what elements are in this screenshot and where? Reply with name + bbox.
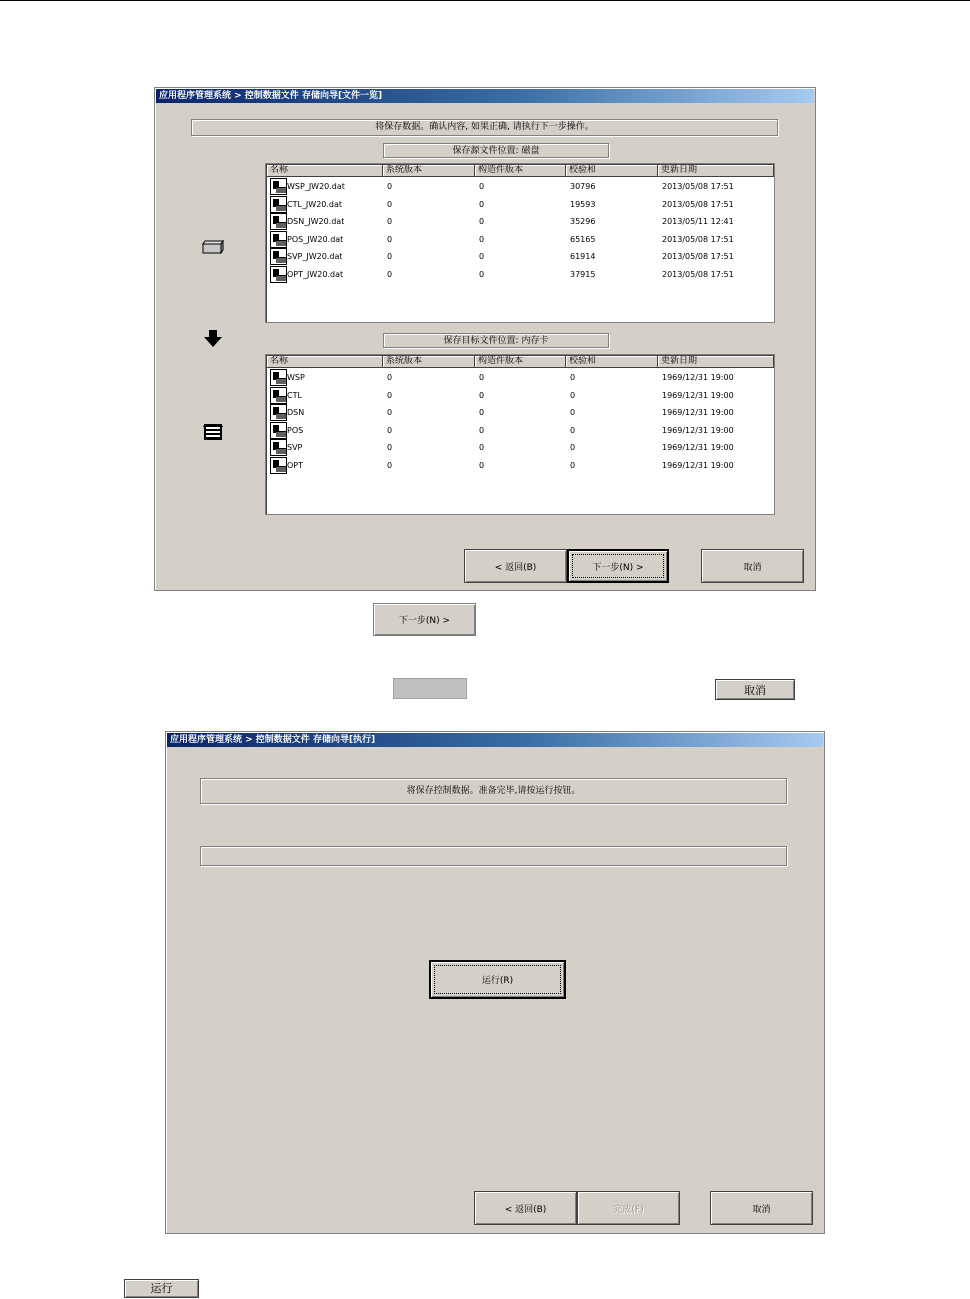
table-row[interactable] — [267, 422, 773, 439]
file-name-cell: DSN_JW20.dat — [287, 217, 345, 226]
source-list-header — [267, 165, 773, 177]
inline-run-button[interactable]: 运行 — [124, 1279, 199, 1298]
source-location-label: 保存源文件位置: 磁盘 — [383, 143, 609, 158]
cancel-button[interactable]: 取消 — [701, 549, 804, 583]
update-date-cell: 1969/12/31 19:00 — [662, 408, 734, 417]
table-row[interactable] — [267, 369, 773, 386]
ready-message: 将保存控制数据。准备完毕,请按运行按钮。 — [200, 778, 787, 804]
column-checksum[interactable]: 校验和 — [566, 165, 658, 177]
checksum-cell: 65165 — [570, 234, 596, 244]
file-name-cell: DSN — [287, 408, 305, 417]
column-name[interactable]: 名称 — [267, 356, 383, 368]
column-system-version[interactable]: 系统版本 — [383, 356, 475, 368]
file-icon — [270, 457, 287, 474]
update-date-cell: 1969/12/31 19:00 — [662, 390, 734, 400]
file-icon — [270, 404, 287, 421]
system-version-cell: 0 — [387, 252, 393, 261]
back-button[interactable]: < 返回(B) — [474, 1191, 577, 1225]
checksum-cell: 0 — [570, 408, 576, 417]
build-version-cell: 0 — [479, 234, 485, 244]
file-icon — [270, 369, 287, 386]
checksum-cell: 19593 — [570, 199, 596, 209]
file-name-cell: WSP_JW20.dat — [287, 182, 345, 191]
system-version-cell: 0 — [387, 460, 393, 470]
next-button[interactable]: 下一步(N) > — [567, 549, 669, 583]
build-version-cell: 0 — [479, 199, 485, 209]
inline-blank-button — [393, 678, 467, 699]
file-icon — [270, 178, 287, 195]
file-icon — [270, 213, 287, 230]
file-icon — [270, 196, 287, 213]
file-icon — [270, 422, 287, 439]
update-date-cell: 1969/12/31 19:00 — [662, 443, 734, 452]
build-version-cell: 0 — [479, 217, 485, 226]
table-row[interactable] — [267, 196, 773, 213]
update-date-cell: 2013/05/11 12:41 — [662, 217, 734, 226]
update-date-cell: 2013/05/08 17:51 — [662, 269, 734, 279]
column-system-version[interactable]: 系统版本 — [383, 165, 475, 177]
system-version-cell: 0 — [387, 373, 393, 382]
file-name-cell: OPT_JW20.dat — [287, 269, 344, 279]
build-version-cell: 0 — [479, 252, 485, 261]
build-version-cell: 0 — [479, 443, 485, 452]
checksum-cell: 0 — [570, 460, 576, 470]
wizard-file-list-dialog — [154, 87, 816, 591]
system-version-cell: 0 — [387, 390, 393, 400]
build-version-cell: 0 — [479, 425, 485, 435]
system-version-cell: 0 — [387, 443, 393, 452]
memory-card-icon — [203, 423, 223, 441]
build-version-cell: 0 — [479, 408, 485, 417]
build-version-cell: 0 — [479, 390, 485, 400]
inline-cancel-button[interactable]: 取消 — [715, 679, 795, 700]
table-row[interactable] — [267, 404, 773, 421]
target-file-list[interactable] — [265, 354, 775, 515]
column-build-version[interactable]: 构造件版本 — [475, 165, 566, 177]
file-name-cell: CTL_JW20.dat — [287, 199, 343, 209]
file-name-cell: POS_JW20.dat — [287, 234, 344, 244]
file-name-cell: OPT — [287, 460, 304, 470]
table-row[interactable] — [267, 387, 773, 404]
column-checksum[interactable]: 校验和 — [566, 356, 658, 368]
system-version-cell: 0 — [387, 182, 393, 191]
file-icon — [270, 231, 287, 248]
progress-bar — [200, 846, 787, 866]
dialog-title-bar: 应用程序管理系统 > 控制数据文件 存储向导[执行] — [167, 733, 823, 747]
build-version-cell: 0 — [479, 460, 485, 470]
table-row[interactable] — [267, 457, 773, 474]
update-date-cell: 2013/05/08 17:51 — [662, 199, 734, 209]
dialog-title-bar: 应用程序管理系统 > 控制数据文件 存储向导[文件一览] — [156, 89, 814, 103]
file-icon — [270, 248, 287, 265]
confirm-message: 将保存数据。确认内容, 如果正确, 请执行下一步操作。 — [191, 119, 778, 136]
checksum-cell: 35296 — [570, 217, 596, 226]
back-button[interactable]: < 返回(B) — [464, 549, 567, 583]
inline-next-button[interactable]: 下一步(N) > — [373, 603, 476, 636]
table-row[interactable] — [267, 439, 773, 456]
column-update-date[interactable]: 更新日期 — [658, 356, 774, 368]
column-name[interactable]: 名称 — [267, 165, 383, 177]
update-date-cell: 2013/05/08 17:51 — [662, 252, 734, 261]
target-location-label: 保存目标文件位置: 内存卡 — [383, 333, 609, 348]
column-update-date[interactable]: 更新日期 — [658, 165, 774, 177]
arrow-down-icon — [204, 330, 222, 347]
file-icon — [270, 387, 287, 404]
update-date-cell: 2013/05/08 17:51 — [662, 234, 734, 244]
run-button[interactable]: 运行(R) — [429, 960, 566, 999]
build-version-cell: 0 — [479, 373, 485, 382]
system-version-cell: 0 — [387, 269, 393, 279]
system-version-cell: 0 — [387, 199, 393, 209]
checksum-cell: 30796 — [570, 182, 596, 191]
update-date-cell: 1969/12/31 19:00 — [662, 425, 734, 435]
target-list-header — [267, 356, 773, 368]
checksum-cell: 0 — [570, 390, 576, 400]
checksum-cell: 0 — [570, 443, 576, 452]
update-date-cell: 2013/05/08 17:51 — [662, 182, 734, 191]
checksum-cell: 61914 — [570, 252, 596, 261]
table-row[interactable] — [267, 266, 773, 283]
checksum-cell: 37915 — [570, 269, 596, 279]
table-row[interactable] — [267, 231, 773, 248]
file-name-cell: WSP — [287, 373, 305, 382]
build-version-cell: 0 — [479, 182, 485, 191]
update-date-cell: 1969/12/31 19:00 — [662, 373, 734, 382]
file-name-cell: CTL — [287, 390, 302, 400]
table-row[interactable] — [267, 248, 773, 265]
disk-drive-icon — [202, 240, 224, 254]
checksum-cell: 0 — [570, 425, 576, 435]
wizard-execute-dialog — [165, 731, 825, 1234]
source-file-list[interactable] — [265, 163, 775, 323]
update-date-cell: 1969/12/31 19:00 — [662, 460, 734, 470]
system-version-cell: 0 — [387, 408, 393, 417]
build-version-cell: 0 — [479, 269, 485, 279]
checksum-cell: 0 — [570, 373, 576, 382]
file-name-cell: SVP — [287, 443, 303, 452]
system-version-cell: 0 — [387, 234, 393, 244]
cancel-button[interactable]: 取消 — [710, 1191, 813, 1225]
file-icon — [270, 439, 287, 456]
table-row[interactable] — [267, 213, 773, 230]
system-version-cell: 0 — [387, 425, 393, 435]
file-name-cell: POS — [287, 425, 304, 435]
page-header-rule — [0, 0, 970, 1]
system-version-cell: 0 — [387, 217, 393, 226]
file-icon — [270, 266, 287, 283]
table-row[interactable] — [267, 178, 773, 195]
file-name-cell: SVP_JW20.dat — [287, 252, 343, 261]
finish-button: 完成(F) — [577, 1191, 680, 1225]
column-build-version[interactable]: 构造件版本 — [475, 356, 566, 368]
